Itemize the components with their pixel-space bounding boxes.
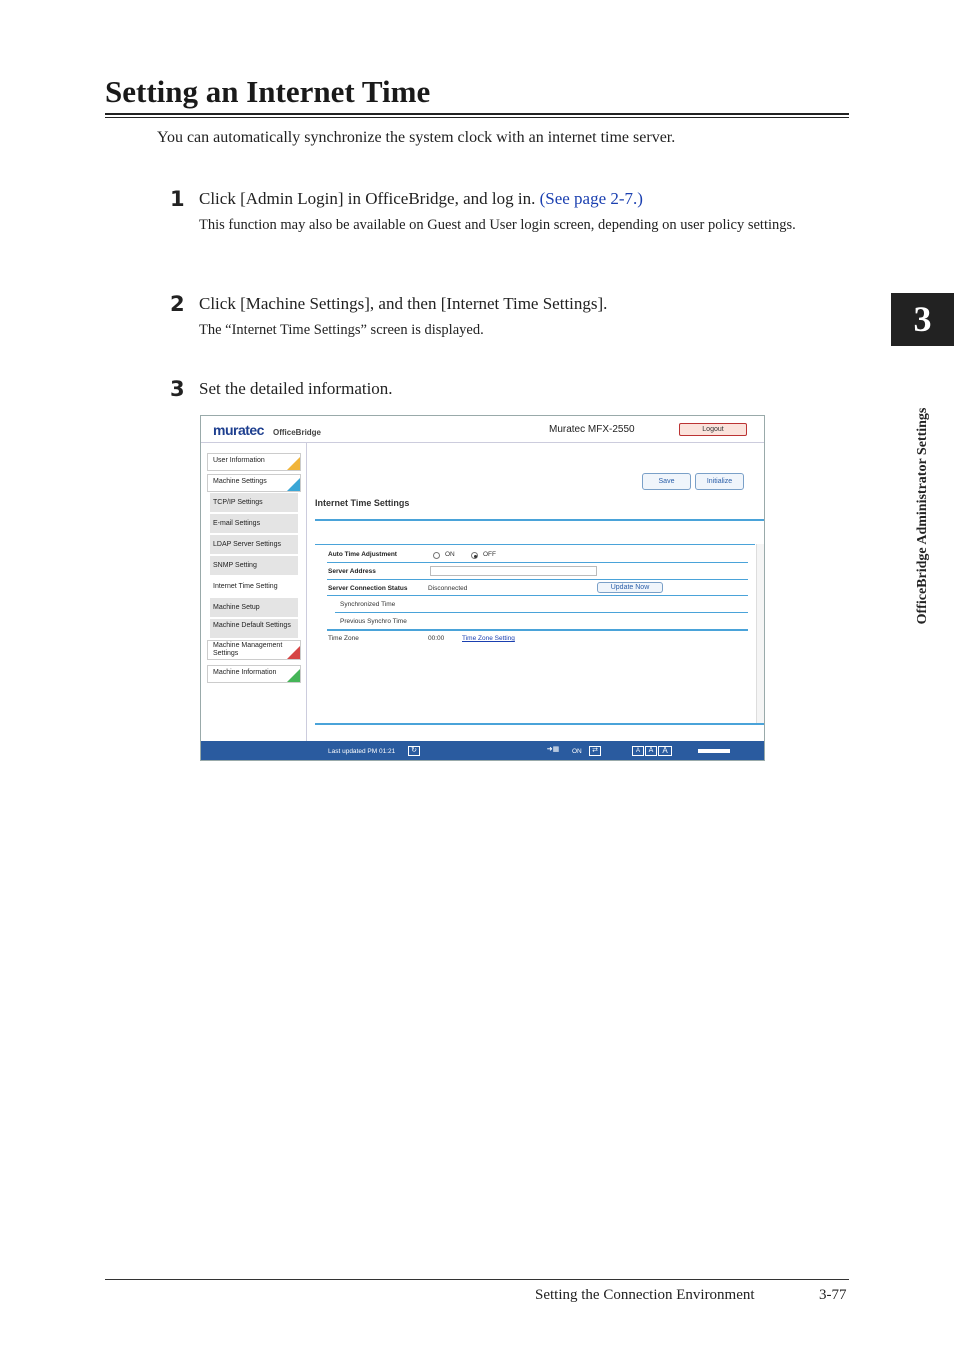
server-address-input[interactable] <box>430 566 597 576</box>
switch-icon[interactable]: ⇄ <box>589 746 601 756</box>
officebridge-logo: OfficeBridge <box>273 428 322 437</box>
time-zone-setting-link[interactable]: Time Zone Setting <box>462 635 515 642</box>
submenu-internet-time-setting[interactable]: Internet Time Setting <box>210 577 298 597</box>
synchronized-time-label: Synchronized Time <box>340 601 396 608</box>
time-zone-value: 00:00 <box>428 635 445 642</box>
footer-section-title: Setting the Connection Environment <box>535 1287 755 1303</box>
time-zone-label: Time Zone <box>328 635 359 642</box>
page-title: Setting an Internet Time <box>105 74 431 109</box>
step-2-number: 2 <box>170 292 185 316</box>
font-small-icon[interactable]: A <box>632 746 644 756</box>
refresh-icon[interactable]: ↻ <box>408 746 420 756</box>
corner-triangle-icon <box>287 457 300 470</box>
nav-machine-information-label: Machine Information <box>213 669 277 676</box>
submenu-tcpip-settings[interactable]: TCP/IP Settings <box>210 493 298 513</box>
submenu-snmp-setting[interactable]: SNMP Setting <box>210 556 298 576</box>
energy-saver-status: ON <box>572 748 582 755</box>
nav-machine-settings[interactable] <box>207 474 301 492</box>
side-label-text: OfficeBridge Administrator Settings <box>915 407 930 625</box>
auto-time-label: Auto Time Adjustment <box>328 551 397 558</box>
auto-time-on-radio[interactable] <box>433 552 440 559</box>
update-now-button[interactable]: Update Now <box>597 582 663 593</box>
step-1-number: 1 <box>170 187 185 211</box>
chapter-tab: 3 <box>891 293 954 346</box>
model-name: Muratec MFX-2550 <box>549 424 635 435</box>
previous-synchro-label: Previous Synchro Time <box>340 618 407 625</box>
pane-bottom-rule <box>315 723 764 725</box>
nav-user-information-label: User Information <box>213 457 265 464</box>
step-1-link[interactable]: (See page 2-7.) <box>539 189 643 208</box>
row-divider <box>327 579 748 580</box>
title-rule-thin <box>105 117 849 118</box>
auto-time-on-label: ON <box>445 551 455 558</box>
submenu-machine-setup[interactable]: Machine Setup <box>210 598 298 618</box>
logout-button[interactable]: Logout <box>679 423 747 436</box>
row-divider <box>327 595 748 596</box>
step-2-note: The “Internet Time Settings” screen is displayed. <box>199 322 484 338</box>
row-divider <box>327 629 748 631</box>
submenu-ldap-server-settings[interactable]: LDAP Server Settings <box>210 535 298 555</box>
row-divider <box>335 612 748 613</box>
side-label <box>913 360 933 672</box>
energy-saver-icon: ➜▦ <box>546 746 560 753</box>
initialize-button[interactable]: Initialize <box>695 473 744 490</box>
auto-time-off-radio[interactable] <box>471 552 478 559</box>
font-large-icon[interactable]: A <box>658 746 672 756</box>
progress-bar <box>698 749 730 753</box>
muratec-logo: muratec <box>213 422 264 438</box>
app-header <box>201 416 764 443</box>
corner-triangle-icon <box>287 646 300 659</box>
font-medium-icon[interactable]: A <box>645 746 657 756</box>
intro-text: You can automatically synchronize the system clock with an internet time server. <box>157 129 676 146</box>
step-3-text: Set the detailed information. <box>199 379 393 398</box>
step-2-text: Click [Machine Settings], and then [Internet Time Settings]. <box>199 294 608 313</box>
server-status-label: Server Connection Status <box>328 585 408 592</box>
nav-machine-management-label: Machine Management Settings <box>213 642 283 657</box>
server-address-label: Server Address <box>328 568 376 575</box>
step-3-number: 3 <box>170 377 185 401</box>
corner-triangle-icon <box>287 478 300 491</box>
nav-user-information[interactable] <box>207 453 301 471</box>
auto-time-off-label: OFF <box>483 551 496 558</box>
save-button[interactable]: Save <box>642 473 691 490</box>
sidebar <box>201 443 307 741</box>
nav-machine-management-settings[interactable] <box>207 640 301 660</box>
last-updated-text: Last updated PM 01:21 <box>328 748 396 755</box>
pane-title-rule <box>315 519 764 521</box>
footer-page-number: 3-77 <box>819 1287 847 1303</box>
status-bar <box>201 741 764 761</box>
officebridge-screenshot <box>200 415 765 761</box>
server-status-value: Disconnected <box>428 585 468 592</box>
submenu-machine-default-settings[interactable]: Machine Default Settings <box>210 619 298 639</box>
step-1-note: This function may also be available on Guest and User login screen, depending on user policy settings. <box>199 217 796 233</box>
form-top-rule <box>315 544 755 545</box>
step-1-instruction: Click [Admin Login] in OfficeBridge, and log in. <box>199 189 540 208</box>
pane-title: Internet Time Settings <box>315 498 410 508</box>
scrollbar[interactable] <box>756 544 764 724</box>
corner-triangle-icon <box>287 669 300 682</box>
submenu-email-settings[interactable]: E-mail Settings <box>210 514 298 534</box>
nav-machine-information[interactable] <box>207 665 301 683</box>
footer-rule <box>105 1279 849 1280</box>
title-rule <box>105 113 849 115</box>
nav-machine-settings-label: Machine Settings <box>213 478 267 485</box>
row-divider <box>327 562 748 563</box>
step-1-text <box>199 189 643 209</box>
